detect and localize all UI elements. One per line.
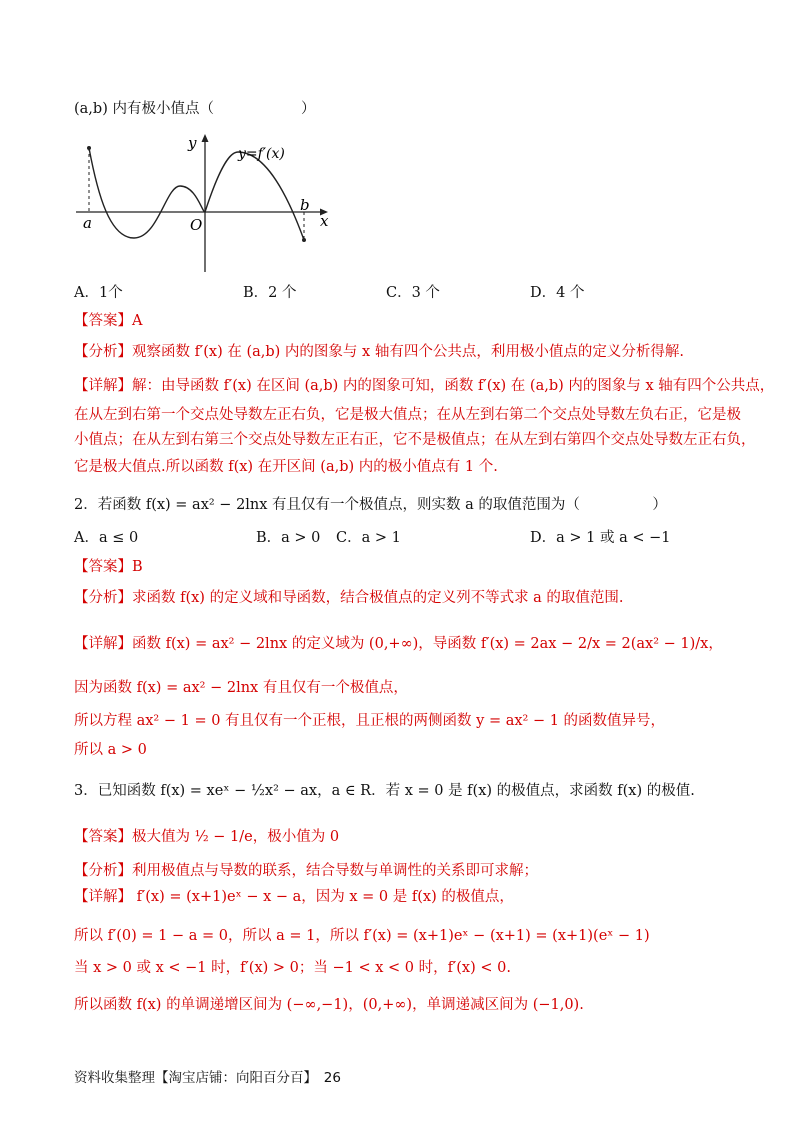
- q1-analysis: 【分析】观察函数 f′(x) 在 (a,b) 内的图象与 x 轴有四个公共点，利用极小值点的定义分析得解.: [74, 344, 684, 360]
- q2-option-a: A．a ≤ 0: [74, 530, 139, 546]
- curve-left-endpoint: [87, 146, 91, 150]
- a-label: a: [83, 214, 92, 232]
- origin-label: O: [190, 216, 203, 234]
- curve-right-endpoint: [302, 238, 306, 242]
- q1-option-d: D．4 个: [530, 285, 585, 301]
- q2-option-c: C．a > 1: [336, 530, 401, 546]
- curve-label: y=f′(x): [238, 146, 285, 162]
- q2-option-d: D．a > 1 或 a < −1: [530, 530, 671, 546]
- y-axis-label: y: [188, 134, 197, 152]
- q1-option-a: A．1个: [74, 285, 123, 301]
- q1-detail-line-3: 小值点；在从左到右第三个交点处导数左正右正，它不是极值点；在从左到右第四个交点处导数左正右负，: [74, 432, 756, 448]
- q2-detail-line-1: 【详解】函数 f(x) = ax² − 2lnx 的定义域为 (0,+∞)，导函数 f′(x) = 2ax − 2/x = 2(ax² − 1)/x，: [74, 636, 723, 652]
- q1-option-c: C．3 个: [386, 285, 440, 301]
- q3-answer: 【答案】极大值为 ½ − 1/e，极小值为 0: [74, 829, 340, 845]
- x-axis-label: x: [320, 212, 329, 230]
- q3-detail-line-4: 所以函数 f(x) 的单调递增区间为 (−∞,−1)，(0,+∞)，单调递减区间为 (−1,0).: [74, 997, 584, 1013]
- q1-detail-line-4: 它是极大值点.所以函数 f(x) 在开区间 (a,b) 内的极小值点有 1 个.: [74, 459, 498, 475]
- q1-option-b: B．2 个: [243, 285, 297, 301]
- q2-analysis: 【分析】求函数 f(x) 的定义域和导函数，结合极值点的定义列不等式求 a 的取值范围.: [74, 590, 624, 606]
- q1-answer: 【答案】A: [74, 313, 143, 329]
- q1-derivative-graph: [70, 126, 360, 276]
- q2-detail-line-4: 所以 a > 0: [74, 742, 147, 758]
- q1-detail-line-2: 在从左到右第一个交点处导数左正右负，它是极大值点；在从左到右第二个交点处导数左负右正，它是极: [74, 407, 741, 423]
- q3-detail-line-3: 当 x > 0 或 x < −1 时，f′(x) > 0；当 −1 < x < 0 时，f′(x) < 0.: [74, 960, 511, 976]
- q3-analysis: 【分析】利用极值点与导数的联系，结合导数与单调性的关系即可求解；: [74, 863, 538, 879]
- q2-stem: 2．若函数 f(x) = ax² − 2lnx 有且仅有一个极值点，则实数 a 的取值范围为（ ）: [74, 497, 667, 513]
- y-axis-arrow: [202, 134, 209, 142]
- page-footer: 资料收集整理【淘宝店铺：向阳百分百】 26: [74, 1070, 341, 1086]
- q2-answer: 【答案】B: [74, 559, 143, 575]
- q2-option-b: B．a > 0: [256, 530, 321, 546]
- q3-detail-line-1: 【详解】 f′(x) = (x+1)eˣ − x − a，因为 x = 0 是 f(x) 的极值点，: [74, 889, 514, 905]
- b-label: b: [300, 196, 310, 214]
- q3-stem: 3．已知函数 f(x) = xeˣ − ½x² − ax，a ∈ R．若 x = 0 是 f(x) 的极值点，求函数 f(x) 的极值.: [74, 783, 695, 799]
- q1-stem-tail: (a,b) 内有极小值点（ ）: [74, 101, 316, 117]
- q1-detail-line-1: 【详解】解：由导函数 f′(x) 在区间 (a,b) 内的图象可知，函数 f′(x) 在 (a,b) 内的图象与 x 轴有四个公共点，: [74, 378, 775, 394]
- q2-detail-line-3: 所以方程 ax² − 1 = 0 有且仅有一个正根，且正根的两侧函数 y = ax² − 1 的函数值异号，: [74, 713, 666, 729]
- q3-detail-line-2: 所以 f′(0) = 1 − a = 0，所以 a = 1，所以 f′(x) = (x+1)eˣ − (x+1) = (x+1)(eˣ − 1): [74, 928, 650, 944]
- q2-detail-line-2: 因为函数 f(x) = ax² − 2lnx 有且仅有一个极值点，: [74, 680, 408, 696]
